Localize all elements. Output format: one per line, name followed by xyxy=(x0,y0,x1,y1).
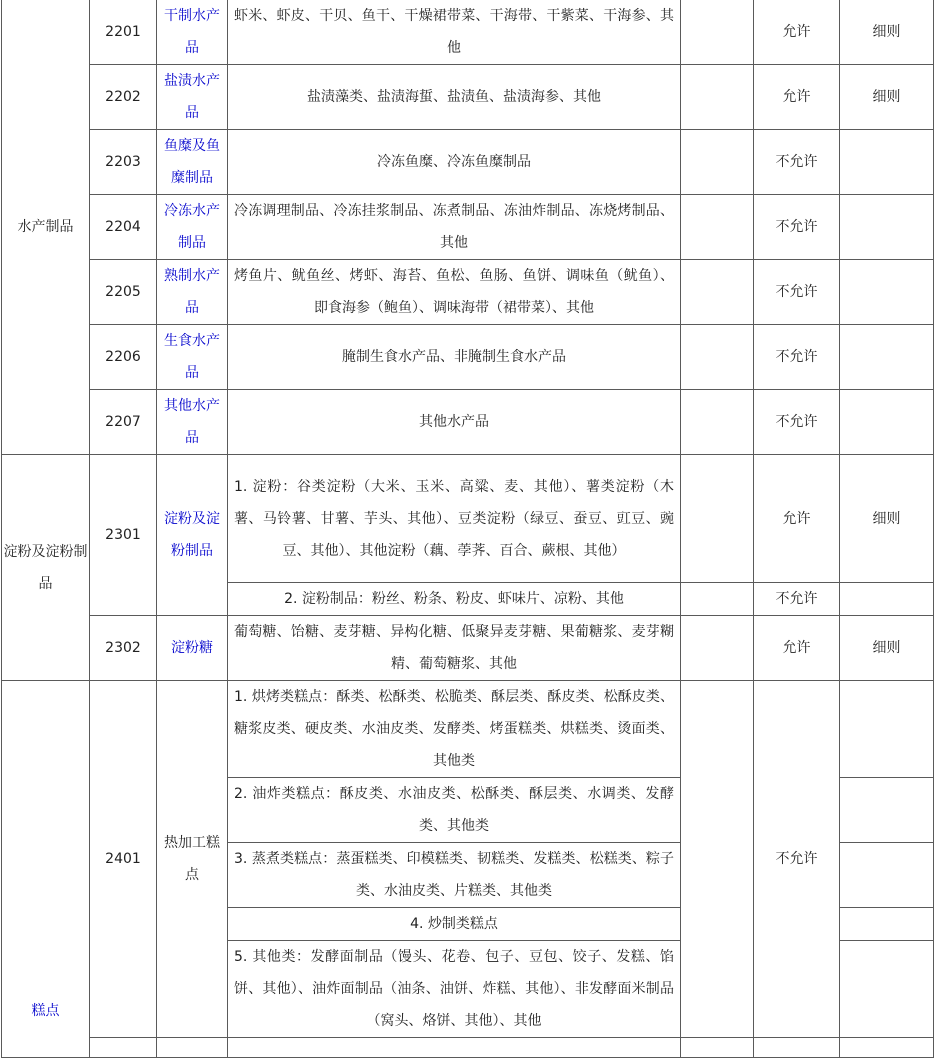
table-row xyxy=(2,130,934,195)
subcategory-link[interactable]: 其他水产品 xyxy=(164,398,220,446)
category-cell xyxy=(2,455,90,681)
blank-cell xyxy=(681,681,754,1038)
rule-cell xyxy=(840,908,934,941)
rule-cell: 细则 xyxy=(840,0,934,65)
code-cell: 2206 xyxy=(90,325,157,390)
description-cell: 腌制生食水产品、非腌制生食水产品 xyxy=(228,325,681,390)
blank-cell xyxy=(681,455,754,583)
rule-cell xyxy=(840,843,934,908)
subcategory-cell xyxy=(157,390,228,455)
rule-cell xyxy=(840,583,934,616)
subcategory-cell xyxy=(157,455,228,616)
description-cell: 其他水产品 xyxy=(228,390,681,455)
table-row xyxy=(2,325,934,390)
blank-cell xyxy=(681,65,754,130)
rule-cell xyxy=(840,195,934,260)
rule-cell: 细则 xyxy=(840,455,934,583)
code-cell: 2207 xyxy=(90,390,157,455)
description-cell: 冷冻调理制品、冷冻挂浆制品、冻煮制品、冻油炸制品、冻烧烤制品、其他 xyxy=(228,195,681,260)
allow-cell: 允许 xyxy=(754,616,840,681)
allow-cell: 不允许 xyxy=(754,260,840,325)
table-row xyxy=(2,616,934,681)
subcategory-link[interactable]: 盐渍水产品 xyxy=(164,73,220,121)
table-row xyxy=(2,1038,934,1058)
description-cell: 冷冻鱼糜、冷冻鱼糜制品 xyxy=(228,130,681,195)
allow-cell: 不允许 xyxy=(754,583,840,616)
subcategory-link[interactable]: 干制水产品 xyxy=(164,8,220,56)
subcategory-link[interactable]: 熟制水产品 xyxy=(164,268,220,316)
allow-cell: 不允许 xyxy=(754,390,840,455)
description-cell xyxy=(228,1038,681,1058)
subcategory-link[interactable]: 鱼糜及鱼糜制品 xyxy=(164,138,220,186)
description-cell: 虾米、虾皮、干贝、鱼干、干燥裙带菜、干海带、干紫菜、干海参、其他 xyxy=(228,0,681,65)
description-cell: 葡萄糖、饴糖、麦芽糖、异构化糖、低聚异麦芽糖、果葡糖浆、麦芽糊精、葡萄糖浆、其他 xyxy=(228,616,681,681)
subcategory-cell xyxy=(157,1038,228,1058)
blank-cell xyxy=(681,1038,754,1058)
rule-cell xyxy=(840,941,934,1038)
category-starch: 淀粉及淀粉制品 xyxy=(3,543,88,592)
subcategory-cell xyxy=(157,260,228,325)
code-cell: 2401 xyxy=(90,681,157,1038)
food-category-table xyxy=(1,0,934,1058)
table-row xyxy=(2,681,934,778)
rule-cell: 细则 xyxy=(840,65,934,130)
subcategory-label: 热加工糕点 xyxy=(164,835,220,883)
rule-cell xyxy=(840,778,934,843)
code-cell: 2203 xyxy=(90,130,157,195)
subcategory-cell xyxy=(157,130,228,195)
allow-cell: 允许 xyxy=(754,455,840,583)
description-cell: 2. 油炸类糕点：酥皮类、水油皮类、松酥类、酥层类、水调类、发酵类、其他类 xyxy=(228,778,681,843)
category-cell xyxy=(2,0,90,455)
description-cell: 1. 烘烤类糕点：酥类、松酥类、松脆类、酥层类、酥皮类、松酥皮类、糖浆皮类、硬皮类、水油皮类、发酵类、烤蛋糕类、烘糕类、烫面类、其他类 xyxy=(228,681,681,778)
allow-cell: 不允许 xyxy=(754,681,840,1038)
description-cell: 2. 淀粉制品：粉丝、粉条、粉皮、虾味片、凉粉、其他 xyxy=(228,583,681,616)
allow-cell: 不允许 xyxy=(754,195,840,260)
blank-cell xyxy=(681,583,754,616)
description-cell: 盐渍藻类、盐渍海蜇、盐渍鱼、盐渍海参、其他 xyxy=(228,65,681,130)
allow-cell: 允许 xyxy=(754,65,840,130)
blank-cell xyxy=(681,260,754,325)
rule-cell xyxy=(840,325,934,390)
table-row xyxy=(2,0,934,65)
rule-cell xyxy=(840,390,934,455)
code-cell: 2204 xyxy=(90,195,157,260)
allow-cell: 不允许 xyxy=(754,130,840,195)
subcategory-cell xyxy=(157,681,228,1038)
rule-cell xyxy=(840,1038,934,1058)
code-cell: 2205 xyxy=(90,260,157,325)
subcategory-link[interactable]: 生食水产品 xyxy=(164,333,220,381)
rule-cell xyxy=(840,130,934,195)
category-cell xyxy=(2,681,90,1058)
code-cell xyxy=(90,1038,157,1058)
blank-cell xyxy=(681,130,754,195)
table-row xyxy=(2,65,934,130)
subcategory-link[interactable]: 淀粉及淀粉制品 xyxy=(164,511,220,559)
rule-cell xyxy=(840,681,934,778)
table-row xyxy=(2,390,934,455)
blank-cell xyxy=(681,195,754,260)
code-cell: 2302 xyxy=(90,616,157,681)
blank-cell xyxy=(681,325,754,390)
subcategory-cell xyxy=(157,616,228,681)
allow-cell: 允许 xyxy=(754,0,840,65)
description-cell: 1. 淀粉：谷类淀粉（大米、玉米、高粱、麦、其他）、薯类淀粉（木薯、马铃薯、甘薯、芋头、其他）、豆类淀粉（绿豆、蚕豆、豇豆、豌豆、其他）、其他淀粉（藕、荸荠、百合、蕨根、其他） xyxy=(228,455,681,583)
category-aquatic: 水产制品 xyxy=(17,219,74,235)
table-row xyxy=(2,455,934,583)
blank-cell xyxy=(681,0,754,65)
allow-cell: 不允许 xyxy=(754,325,840,390)
category-pastry-link[interactable]: 糕点 xyxy=(31,1003,60,1019)
code-cell: 2201 xyxy=(90,0,157,65)
description-cell: 3. 蒸煮类糕点：蒸蛋糕类、印模糕类、韧糕类、发糕类、松糕类、粽子类、水油皮类、片糕类、其他类 xyxy=(228,843,681,908)
subcategory-link[interactable]: 淀粉糖 xyxy=(171,640,213,656)
rule-cell: 细则 xyxy=(840,616,934,681)
description-cell: 4. 炒制类糕点 xyxy=(228,908,681,941)
blank-cell xyxy=(681,390,754,455)
description-cell: 烤鱼片、鱿鱼丝、烤虾、海苔、鱼松、鱼肠、鱼饼、调味鱼（鱿鱼）、即食海参（鲍鱼）、调味海带（裙带菜）、其他 xyxy=(228,260,681,325)
subcategory-link[interactable]: 冷冻水产制品 xyxy=(164,203,220,251)
subcategory-cell xyxy=(157,0,228,65)
code-cell: 2202 xyxy=(90,65,157,130)
code-cell: 2301 xyxy=(90,455,157,616)
table-row xyxy=(2,195,934,260)
description-cell: 5. 其他类：发酵面制品（馒头、花卷、包子、豆包、饺子、发糕、馅饼、其他）、油炸面制品（油条、油饼、炸糕、其他）、非发酵面米制品（窝头、烙饼、其他）、其他 xyxy=(228,941,681,1038)
blank-cell xyxy=(681,616,754,681)
table-row xyxy=(2,260,934,325)
subcategory-cell xyxy=(157,325,228,390)
rule-cell xyxy=(840,260,934,325)
subcategory-cell xyxy=(157,195,228,260)
subcategory-cell xyxy=(157,65,228,130)
allow-cell xyxy=(754,1038,840,1058)
